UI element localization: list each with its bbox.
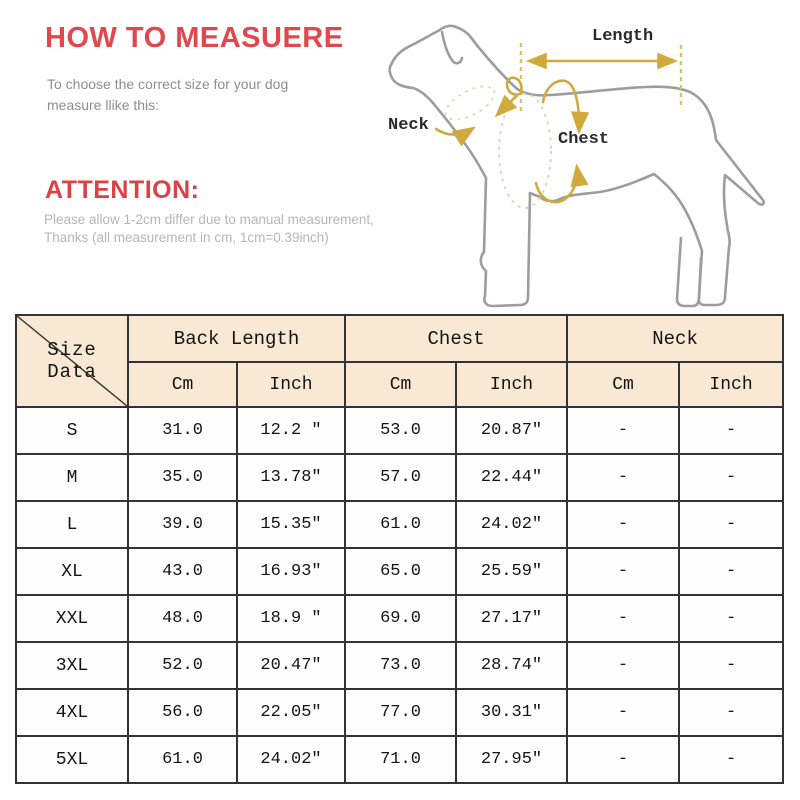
value-cell: 39.0	[128, 501, 237, 548]
chest-girth-guide	[499, 94, 551, 208]
value-cell: 65.0	[345, 548, 456, 595]
value-cell: -	[679, 642, 783, 689]
value-cell: -	[679, 548, 783, 595]
table-row	[16, 736, 783, 783]
value-cell: 27.95″	[456, 736, 567, 783]
value-cell: -	[567, 501, 679, 548]
subheader-back-inch: Inch	[237, 362, 345, 407]
group-header-neck: Neck	[567, 315, 783, 362]
size-cell: 4XL	[16, 689, 128, 736]
group-header-back-length: Back Length	[128, 315, 345, 362]
value-cell: -	[679, 736, 783, 783]
value-cell: 27.17″	[456, 595, 567, 642]
value-cell: -	[679, 595, 783, 642]
value-cell: 31.0	[128, 407, 237, 454]
value-cell: -	[567, 736, 679, 783]
value-cell: 30.31″	[456, 689, 567, 736]
value-cell: -	[679, 689, 783, 736]
value-cell: -	[567, 548, 679, 595]
value-cell: 43.0	[128, 548, 237, 595]
value-cell: 77.0	[345, 689, 456, 736]
table-row	[16, 595, 783, 642]
value-cell: 22.05″	[237, 689, 345, 736]
subheader-chest-cm: Cm	[345, 362, 456, 407]
value-cell: 13.78″	[237, 454, 345, 501]
table-group-header-row	[16, 315, 783, 362]
value-cell: -	[567, 454, 679, 501]
value-cell: 28.74″	[456, 642, 567, 689]
value-cell: 69.0	[345, 595, 456, 642]
attention-line-2: Thanks (all measurement in cm, 1cm=0.39inch)	[44, 230, 329, 245]
value-cell: 16.93″	[237, 548, 345, 595]
attention-line-1: Please allow 1-2cm differ due to manual measurement,	[44, 212, 374, 227]
table-row	[16, 407, 783, 454]
neck-girth-guide	[441, 80, 500, 127]
chest-label: Chest	[558, 130, 610, 149]
dog-outline	[390, 26, 764, 306]
corner-cell	[16, 315, 128, 407]
subtitle-line-2: measure llike this:	[47, 97, 160, 113]
value-cell: 24.02″	[456, 501, 567, 548]
value-cell: 15.35″	[237, 501, 345, 548]
size-cell: XL	[16, 548, 128, 595]
value-cell: 73.0	[345, 642, 456, 689]
length-label: Length	[592, 27, 654, 46]
table-row	[16, 501, 783, 548]
value-cell: -	[679, 407, 783, 454]
size-cell: L	[16, 501, 128, 548]
size-cell: 3XL	[16, 642, 128, 689]
attention-notes	[44, 211, 374, 247]
group-header-chest: Chest	[345, 315, 567, 362]
value-cell: 71.0	[345, 736, 456, 783]
subheader-neck-inch: Inch	[679, 362, 783, 407]
value-cell: 61.0	[345, 501, 456, 548]
corner-label: Size Data	[47, 339, 97, 383]
value-cell: 20.47″	[237, 642, 345, 689]
value-cell: -	[567, 595, 679, 642]
size-table	[15, 314, 784, 784]
dog-measurement-diagram	[378, 3, 798, 311]
value-cell: 61.0	[128, 736, 237, 783]
neck-label: Neck	[388, 116, 429, 135]
size-cell: XXL	[16, 595, 128, 642]
subheader-back-cm: Cm	[128, 362, 237, 407]
value-cell: 57.0	[345, 454, 456, 501]
value-cell: 35.0	[128, 454, 237, 501]
table-row	[16, 548, 783, 595]
value-cell: 56.0	[128, 689, 237, 736]
value-cell: 52.0	[128, 642, 237, 689]
size-cell: M	[16, 454, 128, 501]
page-title: HOW TO MEASUERE	[45, 22, 344, 54]
value-cell: 53.0	[345, 407, 456, 454]
subtitle	[47, 74, 288, 116]
value-cell: 48.0	[128, 595, 237, 642]
size-cell: 5XL	[16, 736, 128, 783]
value-cell: -	[567, 689, 679, 736]
value-cell: -	[567, 407, 679, 454]
value-cell: 22.44″	[456, 454, 567, 501]
value-cell: 25.59″	[456, 548, 567, 595]
table-row	[16, 642, 783, 689]
subheader-chest-inch: Inch	[456, 362, 567, 407]
subtitle-line-1: To choose the correct size for your dog	[47, 76, 289, 92]
value-cell: -	[567, 642, 679, 689]
length-measure-marks	[521, 43, 681, 115]
value-cell: 20.87″	[456, 407, 567, 454]
value-cell: -	[679, 501, 783, 548]
table-subheader-row	[16, 362, 783, 407]
value-cell: 24.02″	[237, 736, 345, 783]
subheader-neck-cm: Cm	[567, 362, 679, 407]
value-cell: 12.2 ″	[237, 407, 345, 454]
value-cell: 18.9 ″	[237, 595, 345, 642]
value-cell: -	[679, 454, 783, 501]
table-row	[16, 454, 783, 501]
table-row	[16, 689, 783, 736]
size-cell: S	[16, 407, 128, 454]
attention-heading: ATTENTION:	[45, 176, 200, 204]
